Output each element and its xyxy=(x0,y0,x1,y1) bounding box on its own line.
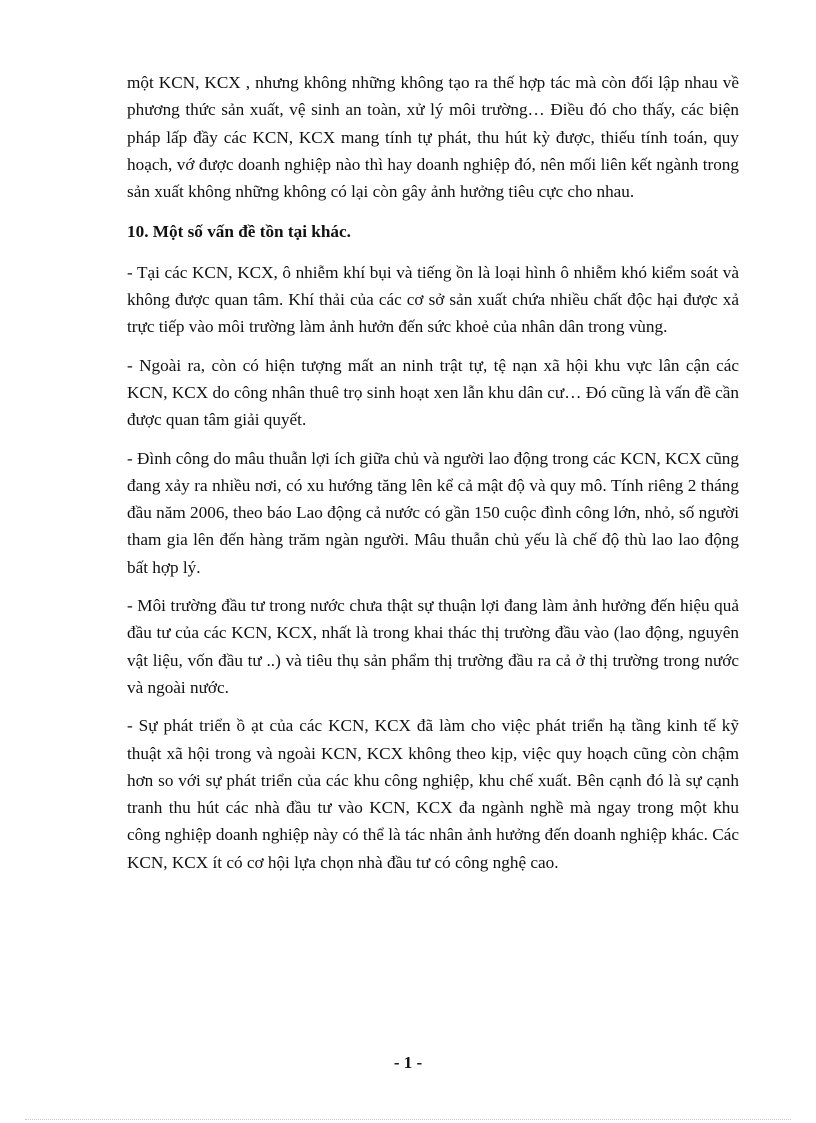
paragraph-development: - Sự phát triển ồ ạt của các KCN, KCX đã làm cho việc phát triển hạ tầng kinh tế kỹ thuật xã hội trong và ngoài KCN, KCX không theo kịp, việc quy hoạch cũng còn chậm hơn so với sự phát triển của các khu công nghiệp, khu chế xuất. Bên cạnh đó là sự cạnh tranh thu hút các nhà đầu tư vào KCN, KCX đa ngành nghề mà ngay trong một khu công nghiệp doanh nghiệp này có thể là tác nhân ảnh hưởng đến doanh nghiệp khác. Các KCN, KCX ít có cơ hội lựa chọn nhà đầu tư có công nghệ cao. xyxy=(127,716,739,872)
section-heading: 10. Một số vấn đề tồn tại khác. xyxy=(127,222,351,242)
document-body xyxy=(127,69,739,876)
page-number: - 1 - xyxy=(393,1053,423,1072)
page-bottom-divider xyxy=(25,1119,791,1120)
paragraph-pollution: - Tại các KCN, KCX, ô nhiễm khí bụi và tiếng ồn là loại hình ô nhiễm khó kiểm soát và không được quan tâm. Khí thải của các cơ sở sản xuất chứa nhiều chất độc hại được xả trực tiếp vào môi trường làm ảnh hưởn đến sức khoẻ của nhân dân trong vùng. xyxy=(127,262,739,337)
paragraph-security: - Ngoài ra, còn có hiện tượng mất an ninh trật tự, tệ nạn xã hội khu vực lân cận các KCN, KCX do công nhân thuê trọ sinh hoạt xen lẫn khu dân cư… Đó cũng là vấn đề cần được quan tâm giải quyết. xyxy=(127,355,739,430)
paragraph-investment-environment: - Môi trường đầu tư trong nước chưa thật sự thuận lợi đang làm ảnh hưởng đến hiệu quả đầu tư của các KCN, KCX, nhất là trong khai thác thị trường đầu vào (lao động, nguyên vật liệu, vốn đầu tư ..) và tiêu thụ sản phẩm thị trường đầu ra cả ở thị trường trong nước và ngoài nước. xyxy=(127,596,739,697)
paragraph-strikes: - Đình công do mâu thuẫn lợi ích giữa chủ và người lao động trong các KCN, KCX cũng đang xảy ra nhiều nơi, có xu hướng tăng lên kể cả mật độ và quy mô. Tính riêng 2 tháng đầu năm 2006, theo báo Lao động cả nước có gần 150 cuộc đình công lớn, nhỏ, số người tham gia lên đến hàng trăm ngàn người. Mâu thuẫn chủ yếu là chế độ thù lao lao động bất hợp lý. xyxy=(127,448,739,577)
intro-paragraph: một KCN, KCX , nhưng không những không tạo ra thế hợp tác mà còn đối lập nhau về phương thức sản xuất, vệ sinh an toàn, xử lý môi trường… Điều đó cho thấy, các biện pháp lấp đầy các KCN, KCX mang tính tự phát, thu hút kỳ được, thiếu tính toán, quy hoạch, vớ được doanh nghiệp nào thì hay doanh nghiệp đó, nên mối liên kết ngành trong sản xuất không những không có lại còn gây ảnh hưởng tiêu cực cho nhau. xyxy=(127,73,739,202)
